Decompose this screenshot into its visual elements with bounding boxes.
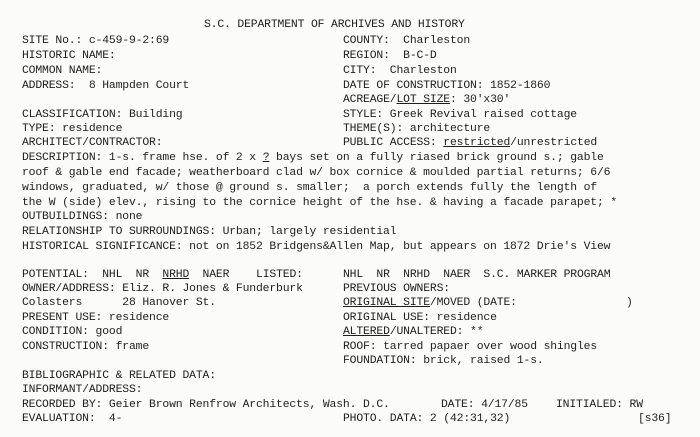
moved-date-close: ) — [626, 297, 633, 309]
roof: ROOF: tarred papaer over wood shingles — [343, 341, 598, 353]
informant-address: INFORMANT/ADDRESS: — [22, 384, 143, 396]
common-name: COMMON NAME: — [22, 65, 103, 77]
description-line-4: the W (side) elev., rising to the cornice height of the hse. & having a facade parapet; * — [22, 197, 618, 209]
region: REGION: B-C-D — [343, 50, 437, 62]
acreage-lot-size — [343, 93, 510, 107]
present-use: PRESENT USE: residence — [22, 312, 170, 324]
listed-options: NHL NR NRHD NAER S.C. MARKER PROGRAM — [343, 269, 611, 281]
potential-nrhd: NRHD — [162, 269, 190, 281]
classification: CLASSIFICATION: Building — [22, 109, 183, 121]
bibliographic-data: BIBLIOGRAPHIC & RELATED DATA: — [22, 370, 216, 382]
altered-unaltered — [343, 325, 483, 339]
previous-owners: PREVIOUS OWNERS: — [343, 283, 450, 295]
unaltered-label: /UNALTERED: ** — [389, 326, 484, 338]
photo-data: PHOTO. DATA: 2 (42:31,32) — [343, 413, 511, 425]
site-number: SITE No.: c-459-9-2:69 — [22, 35, 170, 47]
type: TYPE: residence — [22, 123, 123, 135]
style: STYLE: Greek Revival raised cottage — [343, 109, 577, 121]
themes: THEME(S): architecture — [343, 123, 491, 135]
description-question: ? — [262, 152, 270, 164]
date-of-construction: DATE OF CONSTRUCTION: 1852-1860 — [343, 80, 551, 92]
restricted-option: restricted — [443, 137, 511, 149]
outbuildings: OUTBUILDINGS: none — [22, 211, 143, 223]
recorded-by: RECORDED BY: Geier Brown Renfrow Architects, Wash. D.C. — [22, 399, 390, 411]
description-line-2: roof & gable end facade; weatherboard clad w/ box cornice & moulded partial returns; 6/6 — [22, 167, 611, 179]
description-part-a: DESCRIPTION: 1-s. frame hse. of 2 x — [22, 152, 263, 164]
description-part-c: bays set on a fully riased brick ground s.; gable — [269, 152, 604, 164]
architect-contractor: ARCHITECT/CONTRACTOR: — [22, 137, 163, 149]
public-access-label: PUBLIC ACCESS: — [343, 137, 444, 149]
moved-date-label: /MOVED (DATE: — [429, 297, 517, 309]
altered-label: ALTERED — [343, 326, 390, 338]
historical-significance: HISTORICAL SIGNIFICANCE: not on 1852 Bridgens&Allen Map, but appears on 1872 Drie's View — [22, 241, 611, 253]
owner-address: OWNER/ADDRESS: Eliz. R. Jones & Funderburk — [22, 283, 303, 295]
owner-address-continued: Colasters 28 Hanover St. — [22, 297, 216, 309]
form-code: [s36] — [638, 413, 672, 425]
potential — [22, 268, 303, 282]
potential-rest: NAER LISTED: — [189, 269, 303, 281]
foundation: FOUNDATION: brick, raised 1-s. — [343, 355, 544, 367]
form-title: S.C. DEPARTMENT OF ARCHIVES AND HISTORY — [204, 19, 465, 31]
potential-label: POTENTIAL: NHL NR — [22, 269, 163, 281]
original-use: ORIGINAL USE: residence — [343, 312, 497, 324]
construction: CONSTRUCTION: frame — [22, 341, 150, 353]
city: CITY: Charleston — [343, 65, 457, 77]
lot-size-label: LOT SIZE — [396, 94, 450, 106]
address: ADDRESS: 8 Hampden Court — [22, 80, 190, 92]
initialed: INITIALED: RW — [556, 399, 643, 411]
record-date: DATE: 4/17/85 — [441, 399, 528, 411]
original-site-moved — [343, 296, 517, 310]
public-access — [343, 136, 597, 150]
description-line-1 — [22, 151, 604, 165]
acreage-label: ACREAGE/ — [343, 94, 397, 106]
acreage-value: : 30'x30' — [449, 94, 511, 106]
original-site-label: ORIGINAL SITE — [343, 297, 430, 309]
historic-name: HISTORIC NAME: — [22, 50, 116, 62]
county: COUNTY: Charleston — [343, 35, 471, 47]
description-line-3: windows, graduated, w/ those @ ground s. smaller; a porch extends fully the length of — [22, 182, 597, 194]
condition: CONDITION: good — [22, 326, 123, 338]
evaluation: EVALUATION: 4- — [22, 413, 123, 425]
unrestricted-option: /unrestricted — [510, 137, 598, 149]
relationship-to-surroundings: RELATIONSHIP TO SURROUNDINGS: Urban; largely residential — [22, 226, 397, 238]
